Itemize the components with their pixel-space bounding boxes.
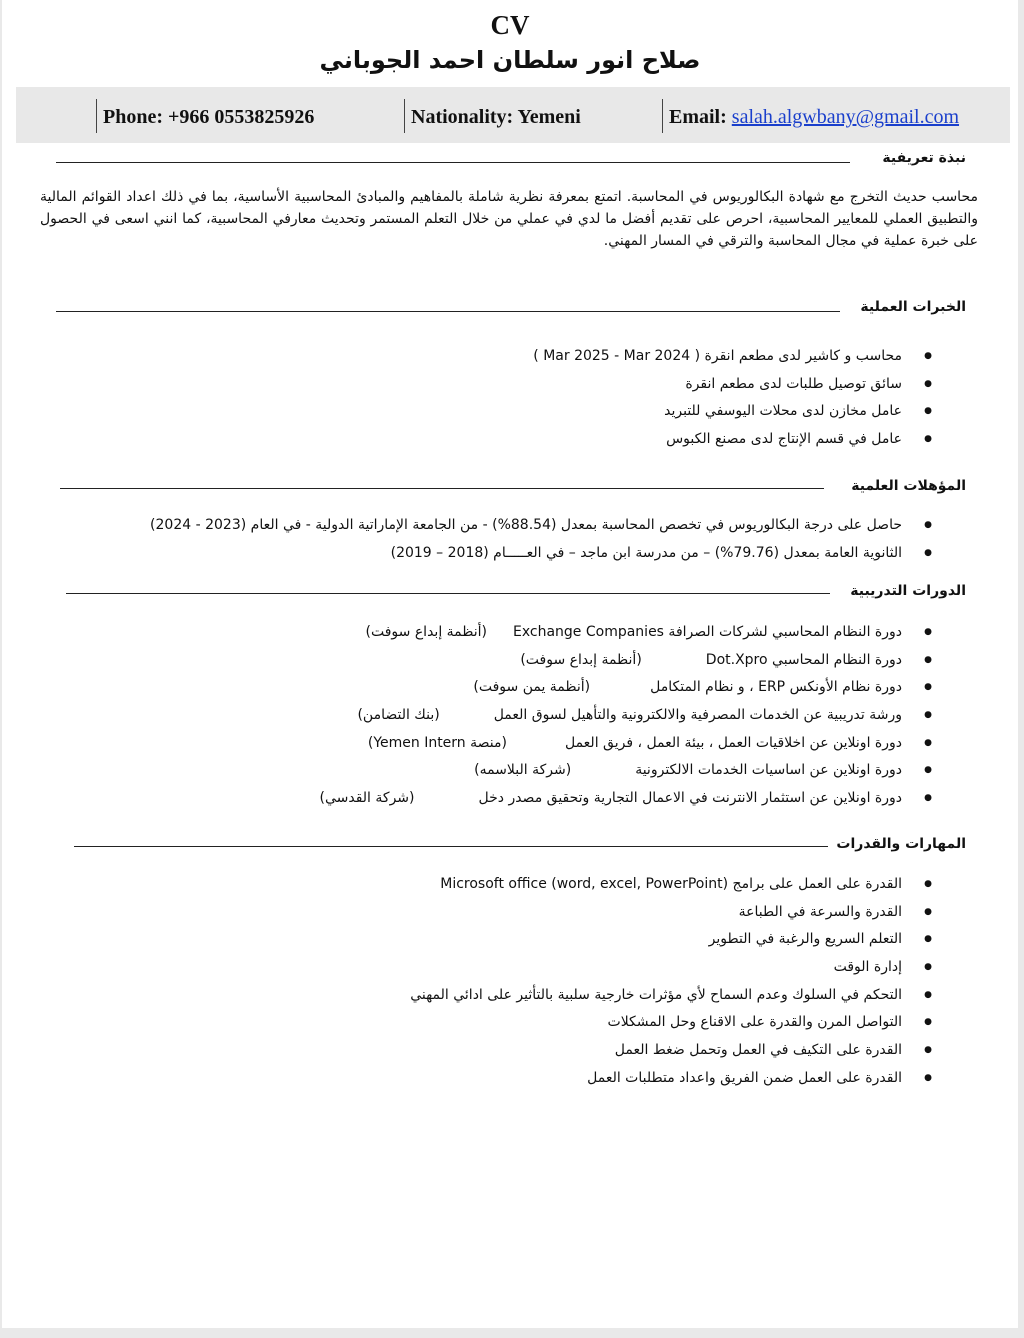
list-item: ● حاصل على درجة البكالوريوس في تخصص المحاسبة بمعدل (88.54%) - من الجامعة الإماراتية الدولية - في العام (2023 - 2024)	[150, 512, 902, 540]
course-provider: (أنظمة إبداع سوفت)	[365, 624, 487, 640]
cv-title: CV	[490, 10, 530, 40]
skills-heading: المهارات والقدرات	[836, 836, 966, 852]
course-title: دورة اونلاين عن اساسيات الخدمات الالكترونية	[635, 762, 902, 779]
nationality-box	[404, 99, 661, 133]
course-title: ورشة تدريبية عن الخدمات المصرفية والالكترونية والتأهيل لسوق العمل	[493, 707, 902, 724]
list-item: ● التحكم في السلوك وعدم السماح لأي مؤثرات خارجية سلبية بالتأثير على ادائي المهني	[410, 982, 902, 1010]
education-list	[150, 512, 902, 567]
list-item: ● محاسب و كاشير لدى مطعم انقرة ( Mar 2025 - Mar 2024 )	[533, 343, 902, 371]
person-name: صلاح انور سلطان احمد الجوباني	[319, 46, 701, 74]
list-item	[320, 785, 903, 813]
list-item: ● التواصل المرن والقدرة على الاقناع وحل المشكلات	[410, 1009, 902, 1037]
course-title: دورة النظام المحاسبي لشركات الصرافة Exchange Companies	[513, 624, 902, 640]
list-item: ● القدرة على العمل على برامج Microsoft office (word, excel, PowerPoint)	[410, 871, 902, 899]
list-item: ● سائق توصيل طلبات لدى مطعم انقرة	[533, 371, 902, 399]
skills-list	[410, 871, 902, 1093]
email-box	[662, 99, 989, 133]
course-provider: (بنك التضامن)	[357, 707, 440, 724]
list-item	[320, 619, 903, 647]
phone-label: Phone:	[103, 106, 163, 128]
phone-box	[96, 99, 399, 133]
course-provider: (أنظمة إبداع سوفت)	[520, 651, 642, 668]
experience-divider	[56, 311, 840, 312]
profile-heading: نبذة تعريفية	[882, 150, 966, 166]
list-item: ● إدارة الوقت	[410, 954, 902, 982]
education-divider	[60, 488, 824, 489]
list-item	[320, 702, 903, 730]
course-provider: (شركة البلاسمه)	[474, 762, 572, 779]
course-title: دورة اونلاين عن استثمار الانترنت في الاعمال التجارية وتحقيق مصدر دخل	[478, 790, 902, 807]
list-item: ● التعلم السريع والرغبة في التطوير	[410, 926, 902, 954]
course-title: دورة نظام الأونكس ERP ، و نظام المتكامل	[650, 679, 902, 696]
list-item: ● القدرة على العمل ضمن الفريق واعداد متطلبات العمل	[410, 1065, 902, 1093]
list-item: ● عامل في قسم الإنتاج لدى مصنع الكبوس	[533, 426, 902, 454]
list-item	[320, 647, 903, 675]
list-item	[320, 730, 903, 758]
course-provider: (منصة Yemen Intern)	[367, 734, 507, 751]
course-title: دورة النظام المحاسبي Dot.Xpro	[705, 651, 902, 668]
phone-value: +966 0553825926	[168, 106, 315, 128]
courses-heading: الدورات التدريبية	[850, 583, 966, 599]
education-heading: المؤهلات العلمية	[851, 478, 966, 494]
profile-text: محاسب حديث التخرج مع شهادة البكالوريوس في المحاسبة. اتمتع بمعرفة نظرية شاملة بالمفاهيم والمبادئ المحاسبية الأساسية، بما في ذلك اعداد القوائم المالية والتطبيق العملي للمعايير المحاسبية، احرص على تقديم أفضل ما لدي في عملي من خلال التعلم المستمر وتحديث معارفي المحاسبية، كما انني اسعى في الحصول على خبرة عملية في مجال المحاسبة والترقي في المسار المهني.	[40, 189, 978, 249]
list-item	[320, 757, 903, 785]
experience-heading: الخبرات العملية	[860, 299, 966, 315]
list-item: ● القدرة والسرعة في الطباعة	[410, 899, 902, 927]
list-item: ● عامل مخازن لدى محلات اليوسفي للتبريد	[533, 398, 902, 426]
email-label: Email:	[669, 106, 727, 128]
list-item	[320, 674, 903, 702]
courses-list	[320, 619, 903, 813]
profile-divider	[56, 162, 850, 163]
skills-divider	[74, 846, 828, 847]
course-provider: (شركة القدسي)	[319, 790, 415, 807]
course-provider: (أنظمة يمن سوفت)	[473, 679, 591, 696]
nationality-label: Nationality:	[411, 106, 514, 128]
course-title: دورة اونلاين عن اخلاقيات العمل ، بيئة العمل ، فريق العمل	[564, 734, 902, 751]
courses-divider	[66, 593, 830, 594]
email-link[interactable]: salah.algwbany@gmail.com	[731, 106, 960, 128]
list-item: ● القدرة على التكيف في العمل وتحمل ضغط العمل	[410, 1037, 902, 1065]
cv-page	[2, 0, 1018, 1328]
contact-bar	[16, 87, 1010, 143]
experience-list	[533, 343, 902, 454]
nationality-value: Yemeni	[517, 106, 581, 128]
list-item: ● الثانوية العامة بمعدل (79.76%) – من مدرسة ابن ماجد – في العـــــام (2018 – 2019)	[150, 540, 902, 568]
